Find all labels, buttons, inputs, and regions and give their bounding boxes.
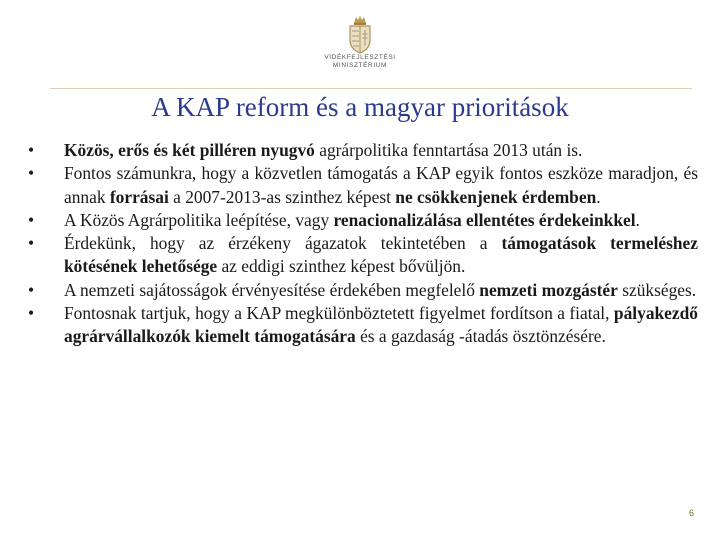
bullet-text: az eddigi szinthez képest bővüljön. bbox=[217, 256, 466, 277]
ministry-logo bbox=[318, 14, 402, 70]
bullet-bold-text: forrásai bbox=[109, 186, 169, 207]
bullet-item bbox=[28, 232, 698, 279]
bullet-text: . bbox=[635, 209, 640, 230]
bullet-item bbox=[28, 162, 698, 209]
bullet-list bbox=[28, 139, 698, 349]
bullet-text: Fontosnak tartjuk, hogy a KAP megkülönböztetett figyelmet fordítson a fiatal, bbox=[64, 303, 614, 324]
bullet-text: A Közös Agrárpolitika leépítése, vagy bbox=[64, 209, 334, 230]
bullet-text: Érdekünk, hogy az érzékeny ágazatok tekintetében a bbox=[64, 233, 502, 254]
page-number: 6 bbox=[688, 508, 694, 518]
bullet-bold-text: nemzeti mozgástér bbox=[479, 279, 618, 300]
bullet-text: agrárpolitika fenntartása 2013 után is. bbox=[314, 140, 583, 160]
coat-of-arms-icon bbox=[345, 14, 375, 54]
bullet-item bbox=[28, 209, 698, 232]
slide-title: A KAP reform és a magyar prioritások bbox=[151, 92, 569, 122]
bullet-item bbox=[28, 279, 698, 302]
title-divider bbox=[50, 88, 692, 89]
bullet-bold-text: Közös, erős és két pilléren nyugvó bbox=[64, 140, 315, 160]
bullet-text: a 2007-2013-as szinthez képest bbox=[168, 186, 396, 207]
bullet-text: Fontos számunkra, hogy a közvetlen támogatás a KAP egyik fontos eszköze maradjon, és annak bbox=[64, 163, 698, 207]
bullet-item bbox=[28, 139, 698, 162]
bullet-bold-text: pályakezdő agrárvállalkozók kiemelt támogatására bbox=[64, 303, 698, 347]
bullet-bold-text: ne csökkenjenek érdemben bbox=[395, 186, 597, 207]
bullet-text: szükséges. bbox=[617, 279, 697, 300]
bullet-text: és a gazdaság -átadás ösztönzésére. bbox=[355, 326, 606, 347]
bullet-text: . bbox=[596, 186, 601, 207]
bullet-item bbox=[28, 302, 698, 349]
bullet-bold-text: renacionalizálása ellentétes érdekeinkkel bbox=[333, 209, 636, 230]
bullet-text: A nemzeti sajátosságok érvényesítése érdekében megfelelő bbox=[64, 279, 480, 300]
ministry-name-line2: MINISZTÉRIUM bbox=[332, 62, 388, 69]
bullet-bold-text: támogatások termeléshez kötésének lehetősége bbox=[64, 233, 698, 277]
ministry-name-line1: VIDÉKFEJLESZTÉSI bbox=[324, 54, 396, 61]
